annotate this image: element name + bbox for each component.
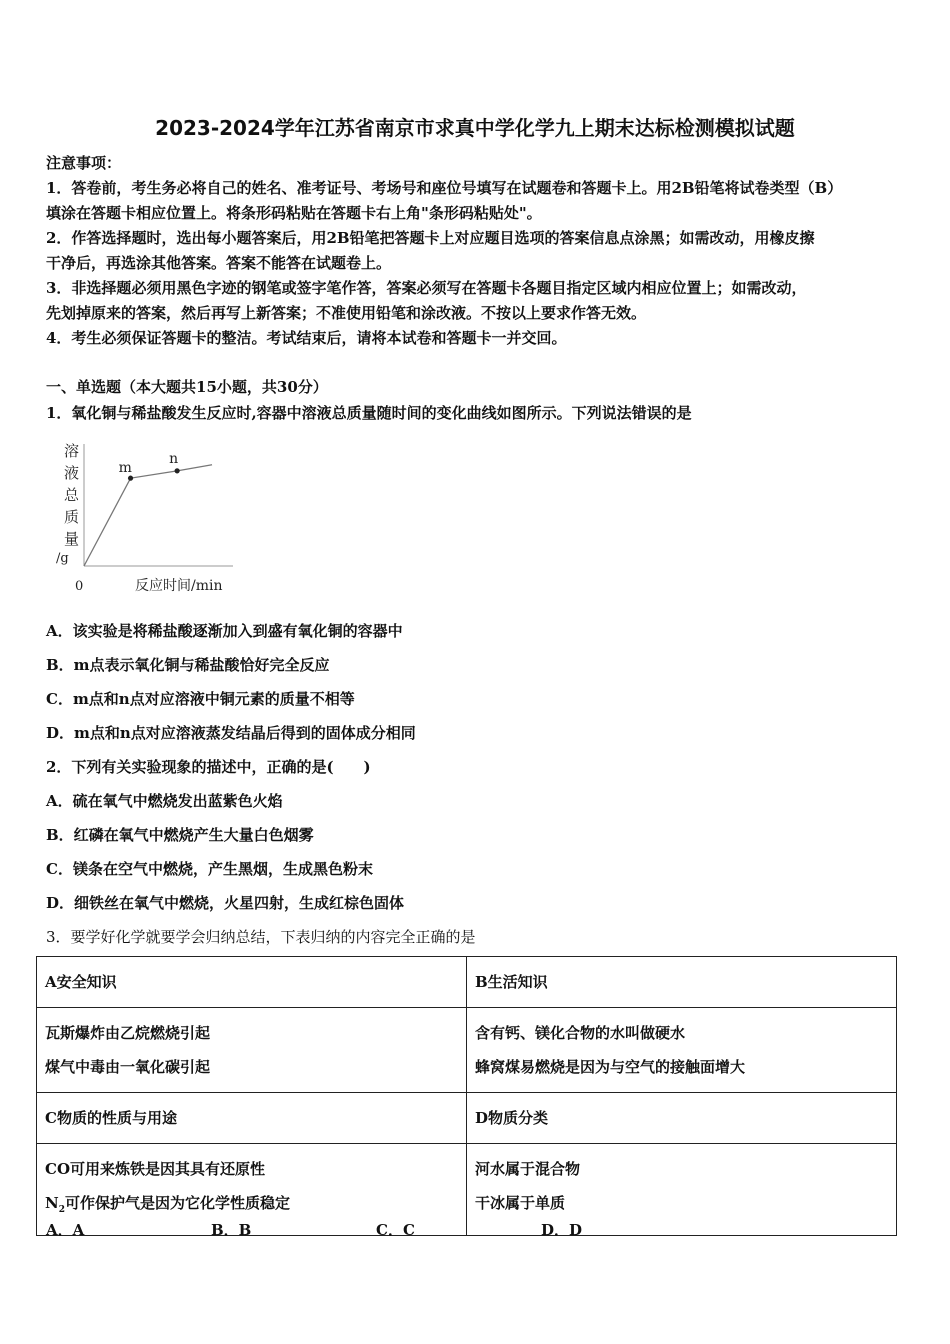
origin-label: 0 bbox=[75, 579, 84, 594]
q2-option-c: C．镁条在空气中燃烧，产生黑烟，生成黑色粉末 bbox=[46, 860, 373, 878]
table-item: 含有钙、镁化合物的水叫做硬水 bbox=[475, 1024, 686, 1042]
q2-option-b: B．红磷在氧气中燃烧产生大量白色烟雾 bbox=[46, 826, 314, 844]
table-item: CO可用来炼铁是因其具有还原性 bbox=[45, 1160, 266, 1178]
table-cell-c-head: C物质的性质与用途 bbox=[37, 1093, 467, 1144]
q3-options bbox=[46, 1219, 582, 1240]
y-unit: /g bbox=[56, 551, 69, 566]
mass-time-chart bbox=[48, 436, 248, 606]
notice-line: 1．答卷前，考生务必将自己的姓名、准考证号、考场号和座位号填写在试题卷和答题卡上。用2B铅笔将试卷类型（B） bbox=[46, 179, 843, 197]
q2-option-d: D．细铁丝在氧气中燃烧，火星四射，生成红棕色固体 bbox=[46, 894, 405, 912]
y-label-char: 液 bbox=[64, 464, 80, 482]
y-label-char: 量 bbox=[64, 530, 80, 548]
question-2-stem: 2．下列有关实验现象的描述中，正确的是( ) bbox=[46, 758, 371, 776]
table-cell-d-head: D物质分类 bbox=[467, 1093, 897, 1144]
table-cell-a-head: A安全知识 bbox=[37, 957, 467, 1008]
point-m-label: m bbox=[118, 460, 132, 477]
table-item: 河水属于混合物 bbox=[475, 1160, 581, 1178]
summary-table bbox=[36, 956, 897, 1236]
question-3-stem: 3．要学好化学就要学会归纳总结，下表归纳的内容完全正确的是 bbox=[46, 928, 476, 946]
table-item: $N_2$可作保护气是因为它化学性质稳定 bbox=[45, 1194, 290, 1215]
y-label-char: 质 bbox=[64, 508, 80, 526]
table-item: 瓦斯爆炸由乙烷燃烧引起 bbox=[45, 1024, 211, 1042]
x-axis-label: 反应时间/min bbox=[135, 578, 223, 594]
q1-option-b: B．m点表示氧化铜与稀盐酸恰好完全反应 bbox=[46, 656, 330, 674]
notice-line: 3．非选择题必须用黑色字迹的钢笔或签字笔作答，答案必须写在答题卡各题目指定区域内相应位置上；如需改动， bbox=[46, 279, 807, 297]
notice-heading: 注意事项： bbox=[46, 154, 122, 172]
q3-option-a: A．A bbox=[46, 1221, 85, 1239]
notice-line: 干净后，再选涂其他答案。答案不能答在试题卷上。 bbox=[46, 254, 392, 272]
q1-option-d: D．m点和n点对应溶液蒸发结晶后得到的固体成分相同 bbox=[46, 724, 416, 742]
notice-line: 2．作答选择题时，选出每小题答案后，用2B铅笔把答题卡上对应题目选项的答案信息点涂黑；如需改动，用橡皮擦 bbox=[46, 229, 815, 247]
notice-line: 先划掉原来的答案，然后再写上新答案；不准使用铅笔和涂改液。不按以上要求作答无效。 bbox=[46, 304, 647, 322]
page-title: 2023-2024学年江苏省南京市求真中学化学九上期末达标检测模拟试题 bbox=[155, 116, 795, 140]
q1-option-c: C．m点和n点对应溶液中铜元素的质量不相等 bbox=[46, 690, 355, 708]
table-cell-a-body bbox=[37, 1008, 467, 1093]
table-item: 蜂窝煤易燃烧是因为与空气的接触面增大 bbox=[475, 1058, 746, 1076]
notice-line: 4．考生必须保证答题卡的整洁。考试结束后，请将本试卷和答题卡一并交回。 bbox=[46, 329, 567, 347]
y-label-char: 溶 bbox=[64, 442, 80, 460]
table-cell-b-body bbox=[467, 1008, 897, 1093]
table-cell-b-head: B生活知识 bbox=[467, 957, 897, 1008]
notice-line: 填涂在答题卡相应位置上。将条形码粘贴在答题卡右上角"条形码粘贴处"。 bbox=[46, 204, 542, 222]
y-label-char: 总 bbox=[64, 486, 80, 504]
q3-option-d: D．D bbox=[541, 1221, 583, 1239]
point-n bbox=[175, 468, 180, 473]
q3-option-c: C．C bbox=[376, 1221, 415, 1239]
table-item: 煤气中毒由一氧化碳引起 bbox=[45, 1058, 211, 1076]
q3-option-b: B．B bbox=[211, 1221, 252, 1239]
mass-curve bbox=[84, 465, 212, 566]
q2-option-a: A．硫在氧气中燃烧发出蓝紫色火焰 bbox=[46, 792, 283, 810]
section-heading: 一、单选题（本大题共15小题，共30分） bbox=[46, 378, 328, 396]
question-1-stem: 1．氧化铜与稀盐酸发生反应时,容器中溶液总质量随时间的变化曲线如图所示。下列说法错误的是 bbox=[46, 404, 692, 422]
point-n-label: n bbox=[169, 450, 179, 467]
table-item: 干冰属于单质 bbox=[475, 1194, 566, 1212]
q1-option-a: A．该实验是将稀盐酸逐渐加入到盛有氧化铜的容器中 bbox=[46, 622, 403, 640]
point-m bbox=[128, 476, 133, 481]
